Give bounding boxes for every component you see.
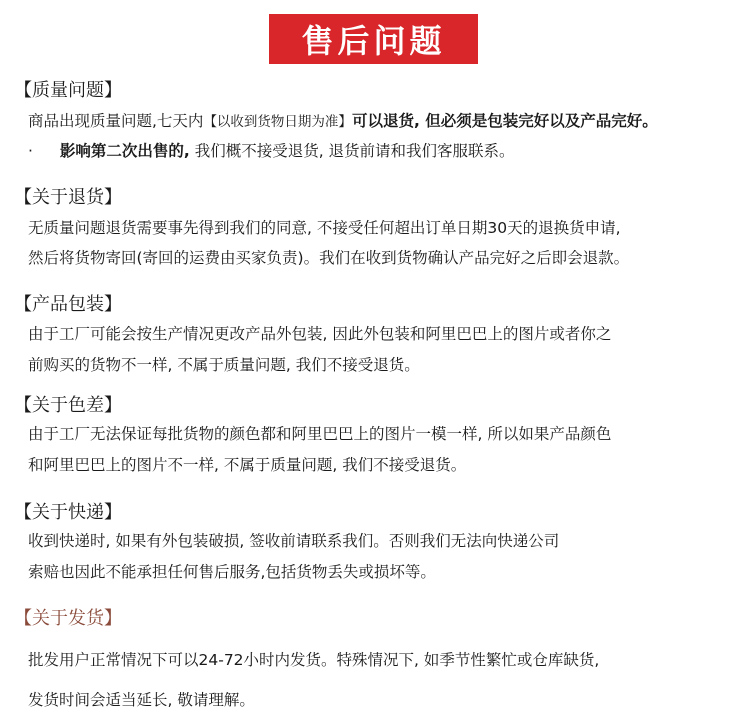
packaging-line-1: 由于工厂可能会按生产情况更改产品外包装, 因此外包装和阿里巴巴上的图片或者你之 xyxy=(28,325,612,343)
color-line-2: 和阿里巴巴上的图片不一样, 不属于质量问题, 我们不接受退货。 xyxy=(28,456,467,474)
quality-line-1 xyxy=(28,109,658,131)
shipping-line-1: 批发用户正常情况下可以24-72小时内发货。特殊情况下, 如季节性繁忙或仓库缺货, xyxy=(28,651,600,669)
color-line-1: 由于工厂无法保证每批货物的颜色都和阿里巴巴上的图片一模一样, 所以如果产品颜色 xyxy=(28,425,612,443)
section-heading-color: 【关于色差】 xyxy=(14,395,122,416)
quality-dot: · xyxy=(28,142,33,160)
express-line-1: 收到快递时, 如果有外包装破损, 签收前请联系我们。否则我们无法向快递公司 xyxy=(28,532,560,550)
page-title-banner xyxy=(269,14,478,64)
quality-line-1a: 商品出现质量问题,七天内 xyxy=(28,112,204,130)
packaging-line-2: 前购买的货物不一样, 不属于质量问题, 我们不接受退货。 xyxy=(28,356,420,374)
page-title: 售后问题 xyxy=(301,22,446,60)
quality-line-2-bold: 影响第二次出售的, xyxy=(59,142,190,160)
section-heading-shipping: 【关于发货】 xyxy=(14,608,122,629)
returns-line-1: 无质量问题退货需要事先得到我们的同意, 不接受任何超出订单日期30天的退换货申请, xyxy=(28,219,621,237)
section-heading-express: 【关于快递】 xyxy=(14,502,122,523)
quality-line-2 xyxy=(28,139,515,161)
express-line-2: 索赔也因此不能承担任何售后服务,包括货物丢失或损坏等。 xyxy=(28,563,436,581)
section-heading-quality: 【质量问题】 xyxy=(14,80,122,101)
section-heading-returns: 【关于退货】 xyxy=(14,187,122,208)
quality-line-2-rest: 我们概不接受退货, 退货前请和我们客服联系。 xyxy=(189,142,515,160)
quality-line-1c: 可以退货, 但必须是包装完好以及产品完好。 xyxy=(351,112,658,130)
returns-line-2: 然后将货物寄回(寄回的运费由买家负责)。我们在收到货物确认产品完好之后即会退款。 xyxy=(28,249,630,267)
shipping-line-2: 发货时间会适当延长, 敬请理解。 xyxy=(28,691,255,709)
section-heading-packaging: 【产品包装】 xyxy=(14,294,122,315)
quality-line-1b: 【以收到货物日期为准】 xyxy=(203,114,352,130)
